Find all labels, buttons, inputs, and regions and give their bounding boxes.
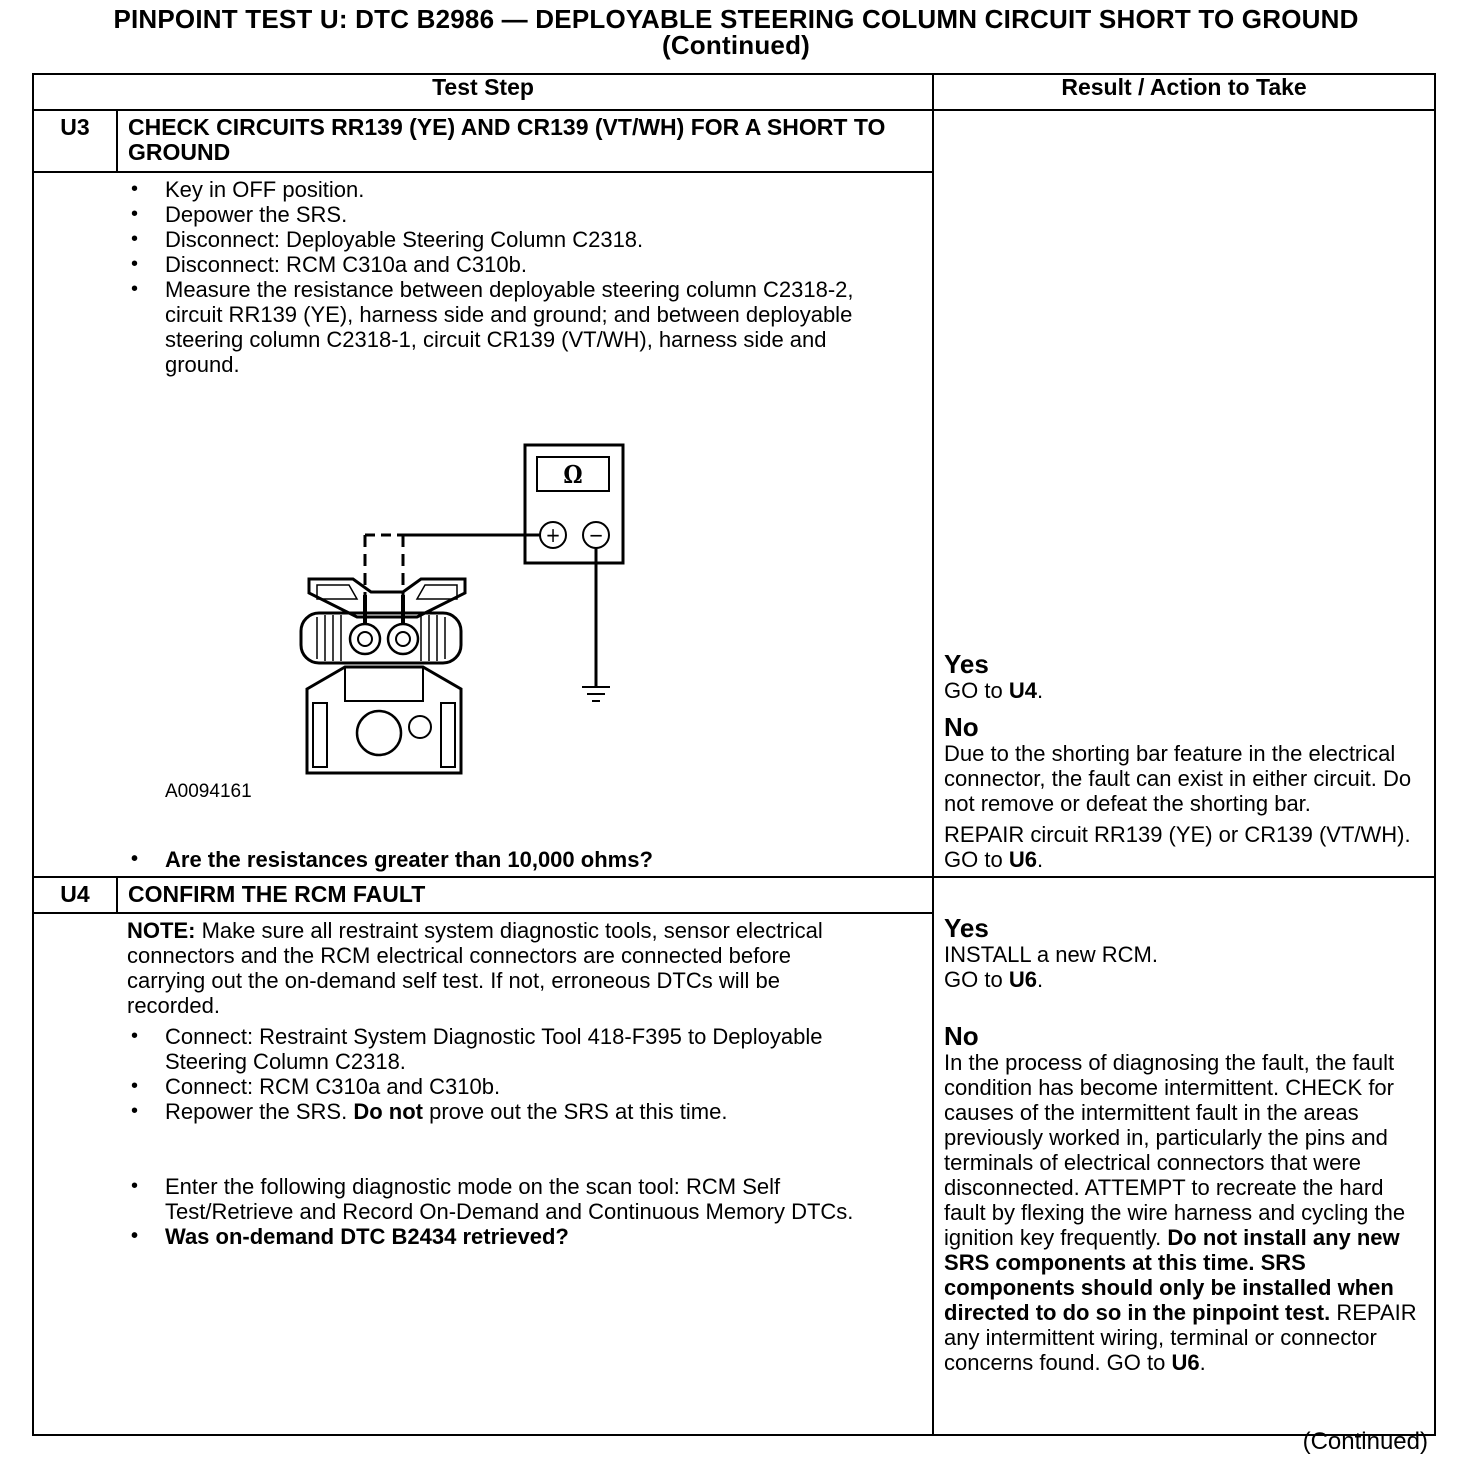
pinpoint-test-table: [32, 73, 1436, 1436]
list-item: • Disconnect: RCM C310a and C310b.: [117, 252, 932, 277]
u3-yes-label: Yes: [944, 649, 989, 679]
u4-step-title: CONFIRM THE RCM FAULT: [117, 877, 933, 913]
u4-id-blank: [33, 913, 117, 1435]
list-item: • Disconnect: Deployable Steering Column C2318.: [117, 227, 932, 252]
list-item: • Enter the following diagnostic mode on the scan tool: RCM Self Test/Retrieve and Record On-Demand and Continuous Memory DTCs.: [117, 1174, 932, 1224]
ohmmeter-figure: [117, 377, 932, 847]
list-item: • Depower the SRS.: [117, 202, 932, 227]
u4-result-cell: [933, 877, 1435, 1435]
figure-id: A0094161: [165, 781, 252, 802]
bullet3-a: Repower the SRS.: [165, 1099, 354, 1124]
u3-result-cell: [933, 110, 1435, 877]
u4-yes-text: INSTALL a new RCM. GO to U6.: [944, 942, 1158, 992]
u3-no-text2: REPAIR circuit RR139 (YE) or CR139 (VT/WH). GO to U6.: [944, 822, 1411, 872]
u4-step-id: U4: [33, 877, 117, 913]
u3-question: • Are the resistances greater than 10,000 ohms?: [117, 847, 932, 872]
u3-step-id: U3: [33, 110, 117, 172]
list-item: • Connect: RCM C310a and C310b.: [117, 1074, 932, 1099]
u4-step-body: [117, 913, 933, 1435]
list-item: • Connect: Restraint System Diagnostic Tool 418-F395 to Deployable Steering Column C2318.: [117, 1024, 932, 1074]
header-test-step: Test Step: [33, 74, 933, 110]
note-label: NOTE:: [127, 918, 196, 943]
ohm-symbol: Ω: [563, 460, 583, 489]
u4-no-text: In the process of diagnosing the fault, the fault condition has become intermittent. CHECK for causes of the intermittent fault in the areas previously worked in, particularly the pins and terminals of electrical connectors that were disconnected. ATTEMPT to recreate the hard fault by flexing the wire harness and cycling the ignition key frequently. Do not install any new SRS components at this time. SRS components should only be installed when directed to do so in the pinpoint test. REPAIR any intermittent wiring, terminal or connector concerns found. GO to U6.: [944, 1050, 1417, 1375]
page-title: [0, 6, 1472, 58]
u4-note: [117, 918, 932, 1024]
list-item: [117, 1099, 932, 1124]
u4-bullet-list: [117, 1024, 932, 1249]
bullet3-c: prove out the SRS at this time.: [422, 1099, 728, 1124]
u3-step-title: CHECK CIRCUITS RR139 (YE) AND CR139 (VT/WH) FOR A SHORT TO GROUND: [117, 110, 933, 172]
title-line1: PINPOINT TEST U: DTC B2986 — DEPLOYABLE STEERING COLUMN CIRCUIT SHORT TO GROUND: [113, 4, 1359, 34]
bullet3-b: Do not: [353, 1099, 423, 1124]
u4-title-row: [33, 877, 1435, 913]
u4-question: • Was on-demand DTC B2434 retrieved?: [117, 1224, 932, 1249]
note-text: Make sure all restraint system diagnostic tools, sensor electrical connectors and the RCM electrical connectors are connected before carrying out the on-demand self test. If not, erroneous DTCs will be recorded.: [127, 918, 823, 1018]
u3-title-row: [33, 110, 1435, 172]
u3-id-blank: [33, 172, 117, 877]
u4-no-label: No: [944, 1021, 979, 1051]
list-item: • Measure the resistance between deployable steering column C2318-2, circuit RR139 (YE), harness side and ground; and between deployable steering column C2318-1, circuit CR139 (VT/WH), harness side and ground.: [117, 277, 932, 377]
u3-step-body: [117, 172, 933, 877]
u4-yes-label: Yes: [944, 913, 989, 943]
header-result: Result / Action to Take: [933, 74, 1435, 110]
u3-yes-text: GO to U4.: [944, 678, 1044, 703]
list-item: • Key in OFF position.: [117, 177, 932, 202]
footer-continued: (Continued): [1302, 1428, 1428, 1455]
title-line2: (Continued): [661, 30, 811, 60]
plus-terminal: +: [545, 523, 561, 547]
connector-diagram: [117, 377, 933, 847]
u3-no-text: Due to the shorting bar feature in the electrical connector, the fault can exist in either circuit. Do not remove or defeat the shorting bar.: [944, 741, 1412, 816]
table-header-row: [33, 74, 1435, 110]
u3-no-label: No: [944, 712, 979, 742]
u3-bullet-list: [117, 177, 932, 377]
minus-terminal: −: [588, 523, 604, 547]
u3-question-list: [117, 847, 932, 872]
